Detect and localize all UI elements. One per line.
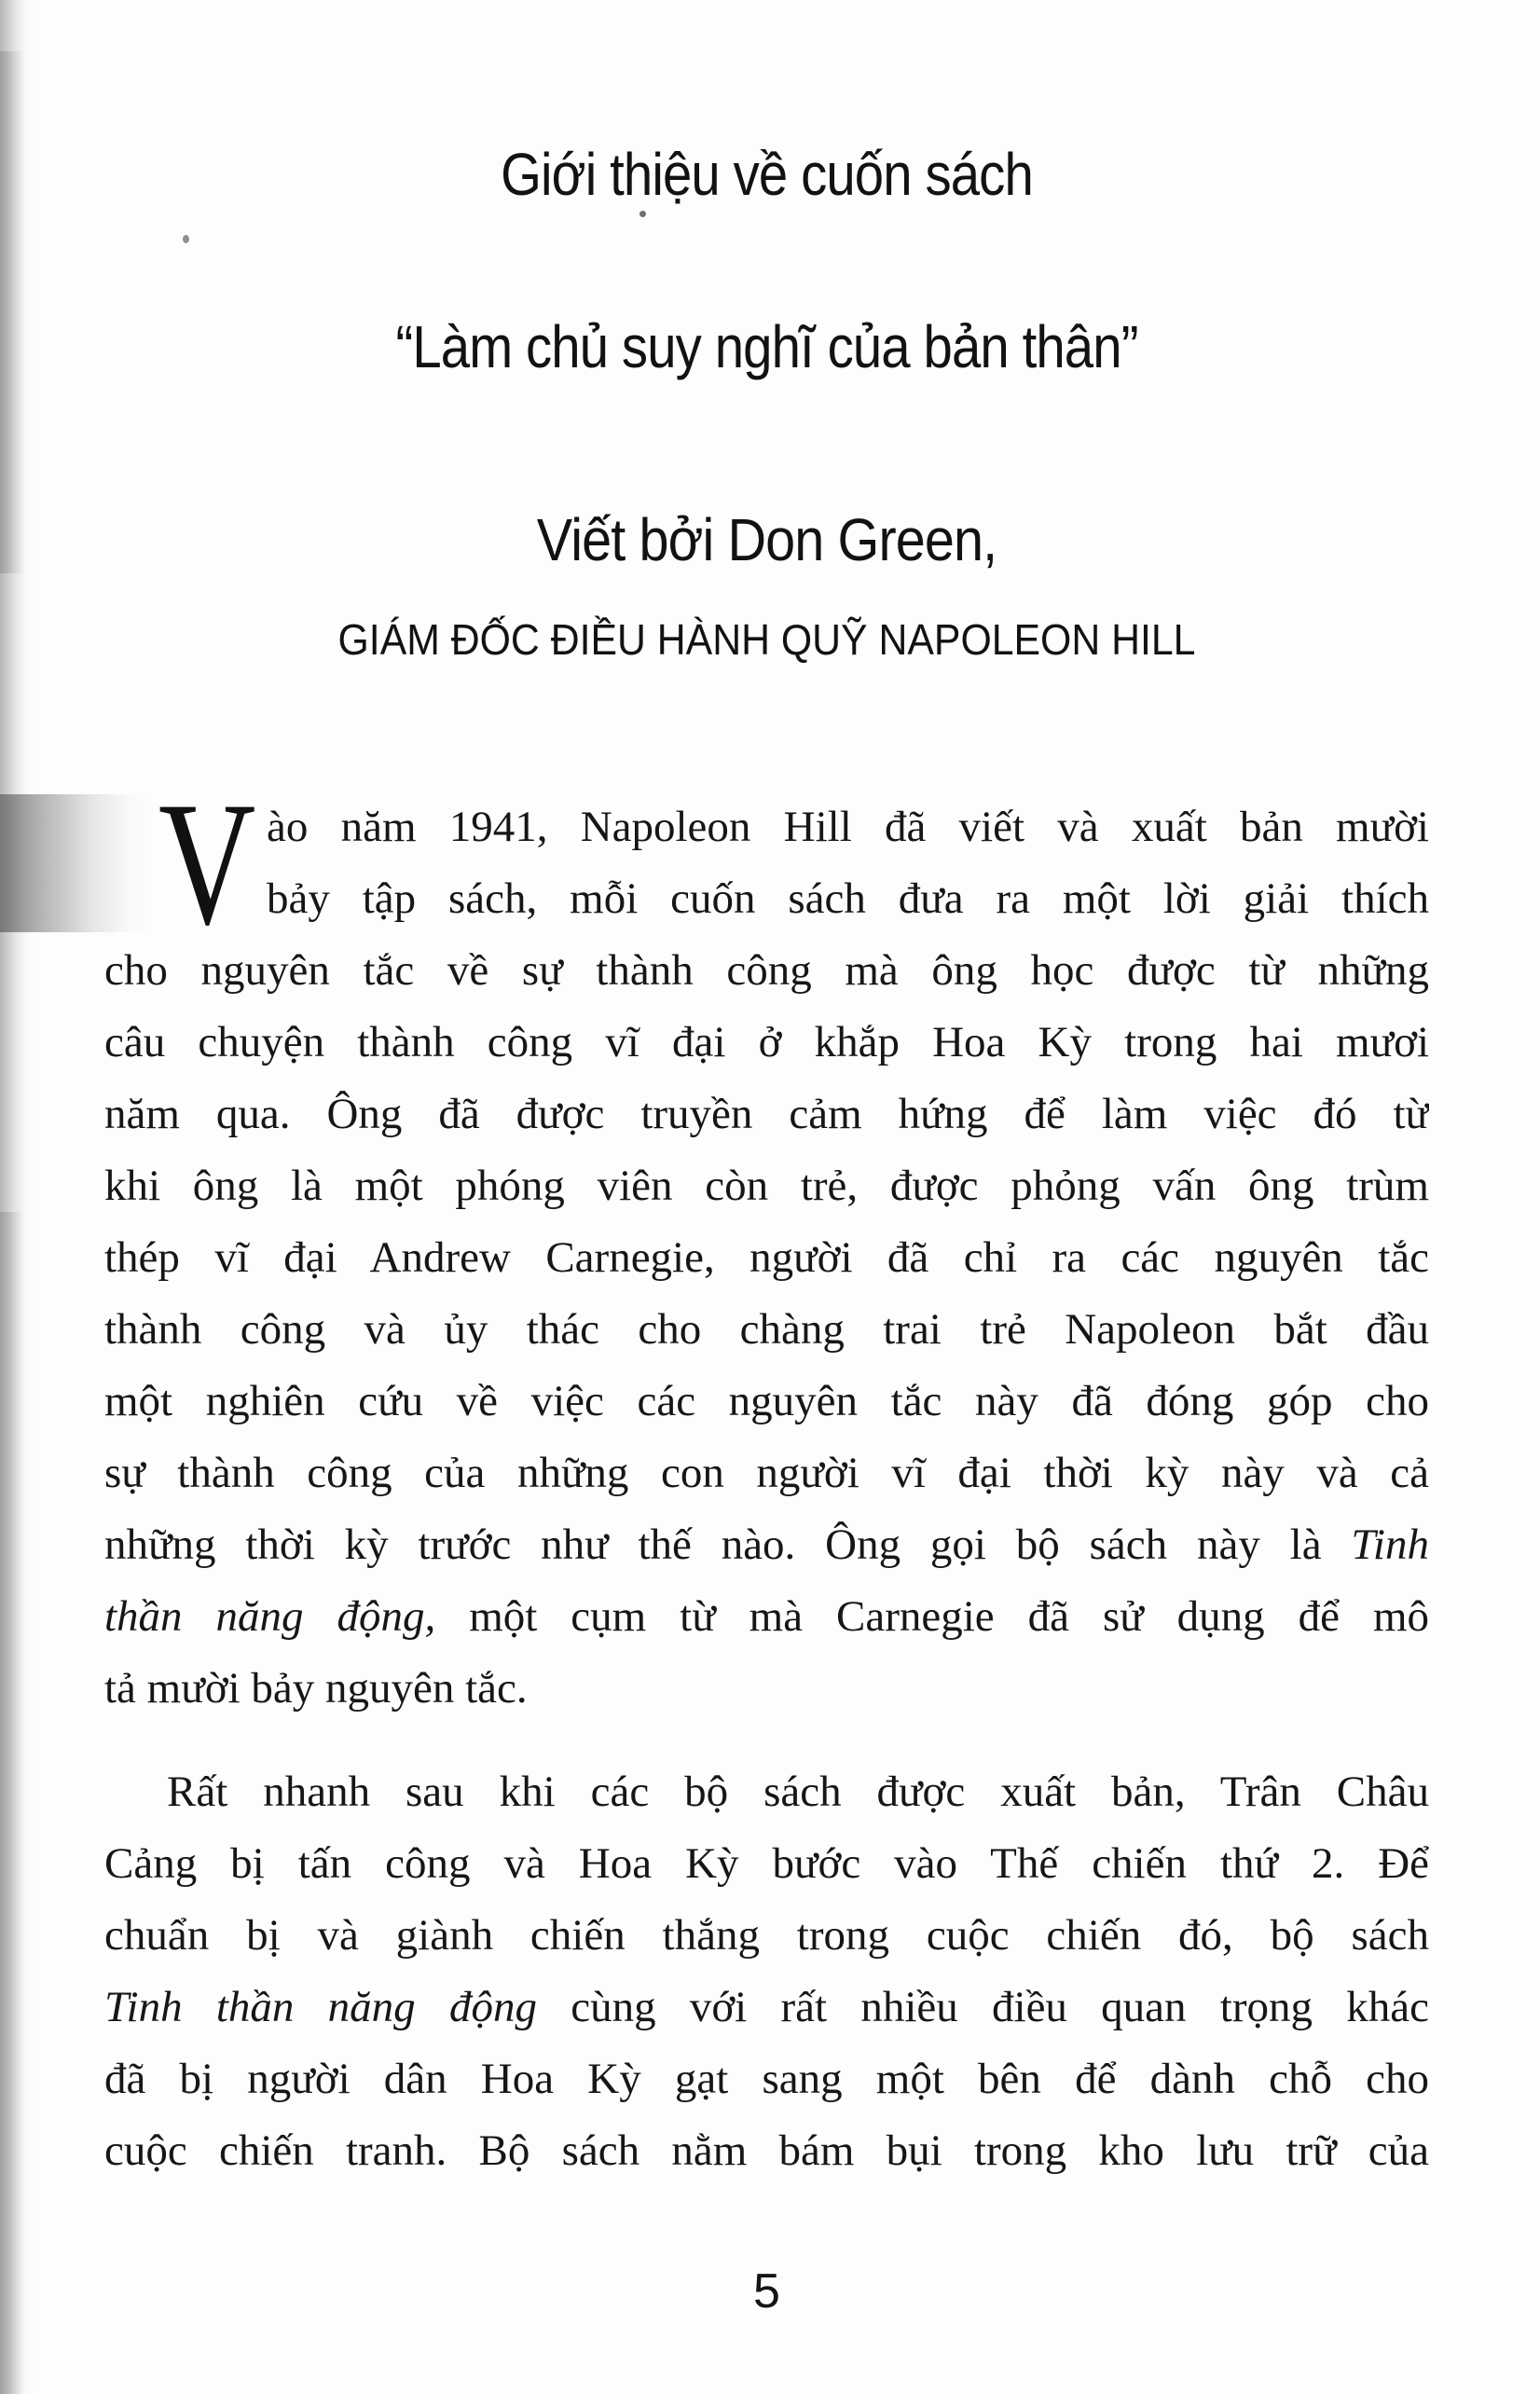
text-segment: đã bị người dân Hoa Kỳ gạt sang một bên để dành chỗ cho (104, 2055, 1429, 2103)
text-line (104, 1079, 1429, 1150)
chapter-title-line-2: “Làm chủ suy nghĩ của bản thân” (395, 313, 1138, 380)
text-segment: năm qua. Ông đã được truyền cảm hứng để làm việc đó từ (104, 1090, 1429, 1138)
text-line (104, 1222, 1429, 1294)
text-segment: cuộc chiến tranh. Bộ sách nằm bám bụi trong kho lưu trữ của (104, 2126, 1429, 2175)
text-segment: những thời kỳ trước như thế nào. Ông gọi bộ sách này là (104, 1520, 1352, 1569)
page-number: 5 (753, 2264, 780, 2318)
text-segment: sự thành công của những con người vĩ đại thời kỳ này và cả (104, 1449, 1429, 1497)
text-segment: thép vĩ đại Andrew Carnegie, người đã chỉ ra các nguyên tắc (104, 1233, 1429, 1282)
text-segment: một nghiên cứu về việc các nguyên tắc này đã đóng góp cho (104, 1377, 1429, 1425)
text-segment: ào năm 1941, Napoleon Hill đã viết và xuất bản mười (267, 803, 1429, 851)
text-line (104, 1150, 1429, 1222)
byline: Viết bởi Don Green, (536, 506, 997, 573)
text-line (104, 1581, 1429, 1653)
italic-text-segment: Tinh thần năng động (104, 1983, 537, 2031)
text-line (104, 935, 1429, 1007)
text-line (104, 791, 1429, 863)
text-line (104, 2115, 1429, 2187)
paragraph (104, 766, 1429, 1725)
text-segment: cùng với rất nhiều điều quan trọng khác (536, 1983, 1429, 2031)
text-segment: cho nguyên tắc về sự thành công mà ông học được từ những (104, 946, 1429, 995)
text-line (104, 1438, 1429, 1509)
text-line (104, 1007, 1429, 1079)
body-text (104, 766, 1429, 2187)
text-segment: thành công và ủy thác cho chàng trai trẻ Napoleon bắt đầu (104, 1305, 1429, 1354)
text-segment: Cảng bị tấn công và Hoa Kỳ bước vào Thế chiến thứ 2. Để (104, 1839, 1429, 1888)
text-line (104, 1509, 1429, 1581)
scan-speck (183, 235, 189, 243)
text-segment: câu chuyện thành công vĩ đại ở khắp Hoa Kỳ trong hai mươi (104, 1018, 1429, 1066)
text-segment: bảy tập sách, mỗi cuốn sách đưa ra một lời giải thích (267, 874, 1429, 923)
italic-text-segment: Tinh (1351, 1520, 1429, 1569)
text-line (104, 1294, 1429, 1366)
text-segment: chuẩn bị và giành chiến thắng trong cuộc chiến đó, bộ sách (104, 1911, 1429, 1960)
paragraph (104, 1756, 1429, 2187)
text-line (104, 1653, 1429, 1725)
text-line (104, 863, 1429, 935)
text-line (104, 2043, 1429, 2115)
text-line (104, 1366, 1429, 1438)
text-segment: tả mười bảy nguyên tắc. (104, 1664, 528, 1713)
text-segment: khi ông là một phóng viên còn trẻ, được phỏng vấn ông trùm (104, 1162, 1429, 1210)
scan-speck (639, 211, 646, 217)
text-segment: Rất nhanh sau khi các bộ sách được xuất bản, Trân Châu (167, 1768, 1429, 1816)
text-line (104, 1900, 1429, 1972)
text-line (104, 1972, 1429, 2043)
drop-cap: V (158, 766, 256, 962)
text-line (104, 1756, 1429, 1828)
italic-text-segment: thần năng động, (104, 1592, 436, 1641)
byline-role: GIÁM ĐỐC ĐIỀU HÀNH QUỸ NAPOLEON HILL (337, 615, 1196, 664)
scan-edge-shadow-top (0, 51, 24, 573)
text-line (104, 1828, 1429, 1900)
scan-edge-shadow-bottom (0, 1212, 22, 2394)
text-segment: một cụm từ mà Carnegie đã sử dụng để mô (435, 1592, 1429, 1641)
chapter-title-line-1: Giới thiệu về cuốn sách (501, 141, 1033, 208)
